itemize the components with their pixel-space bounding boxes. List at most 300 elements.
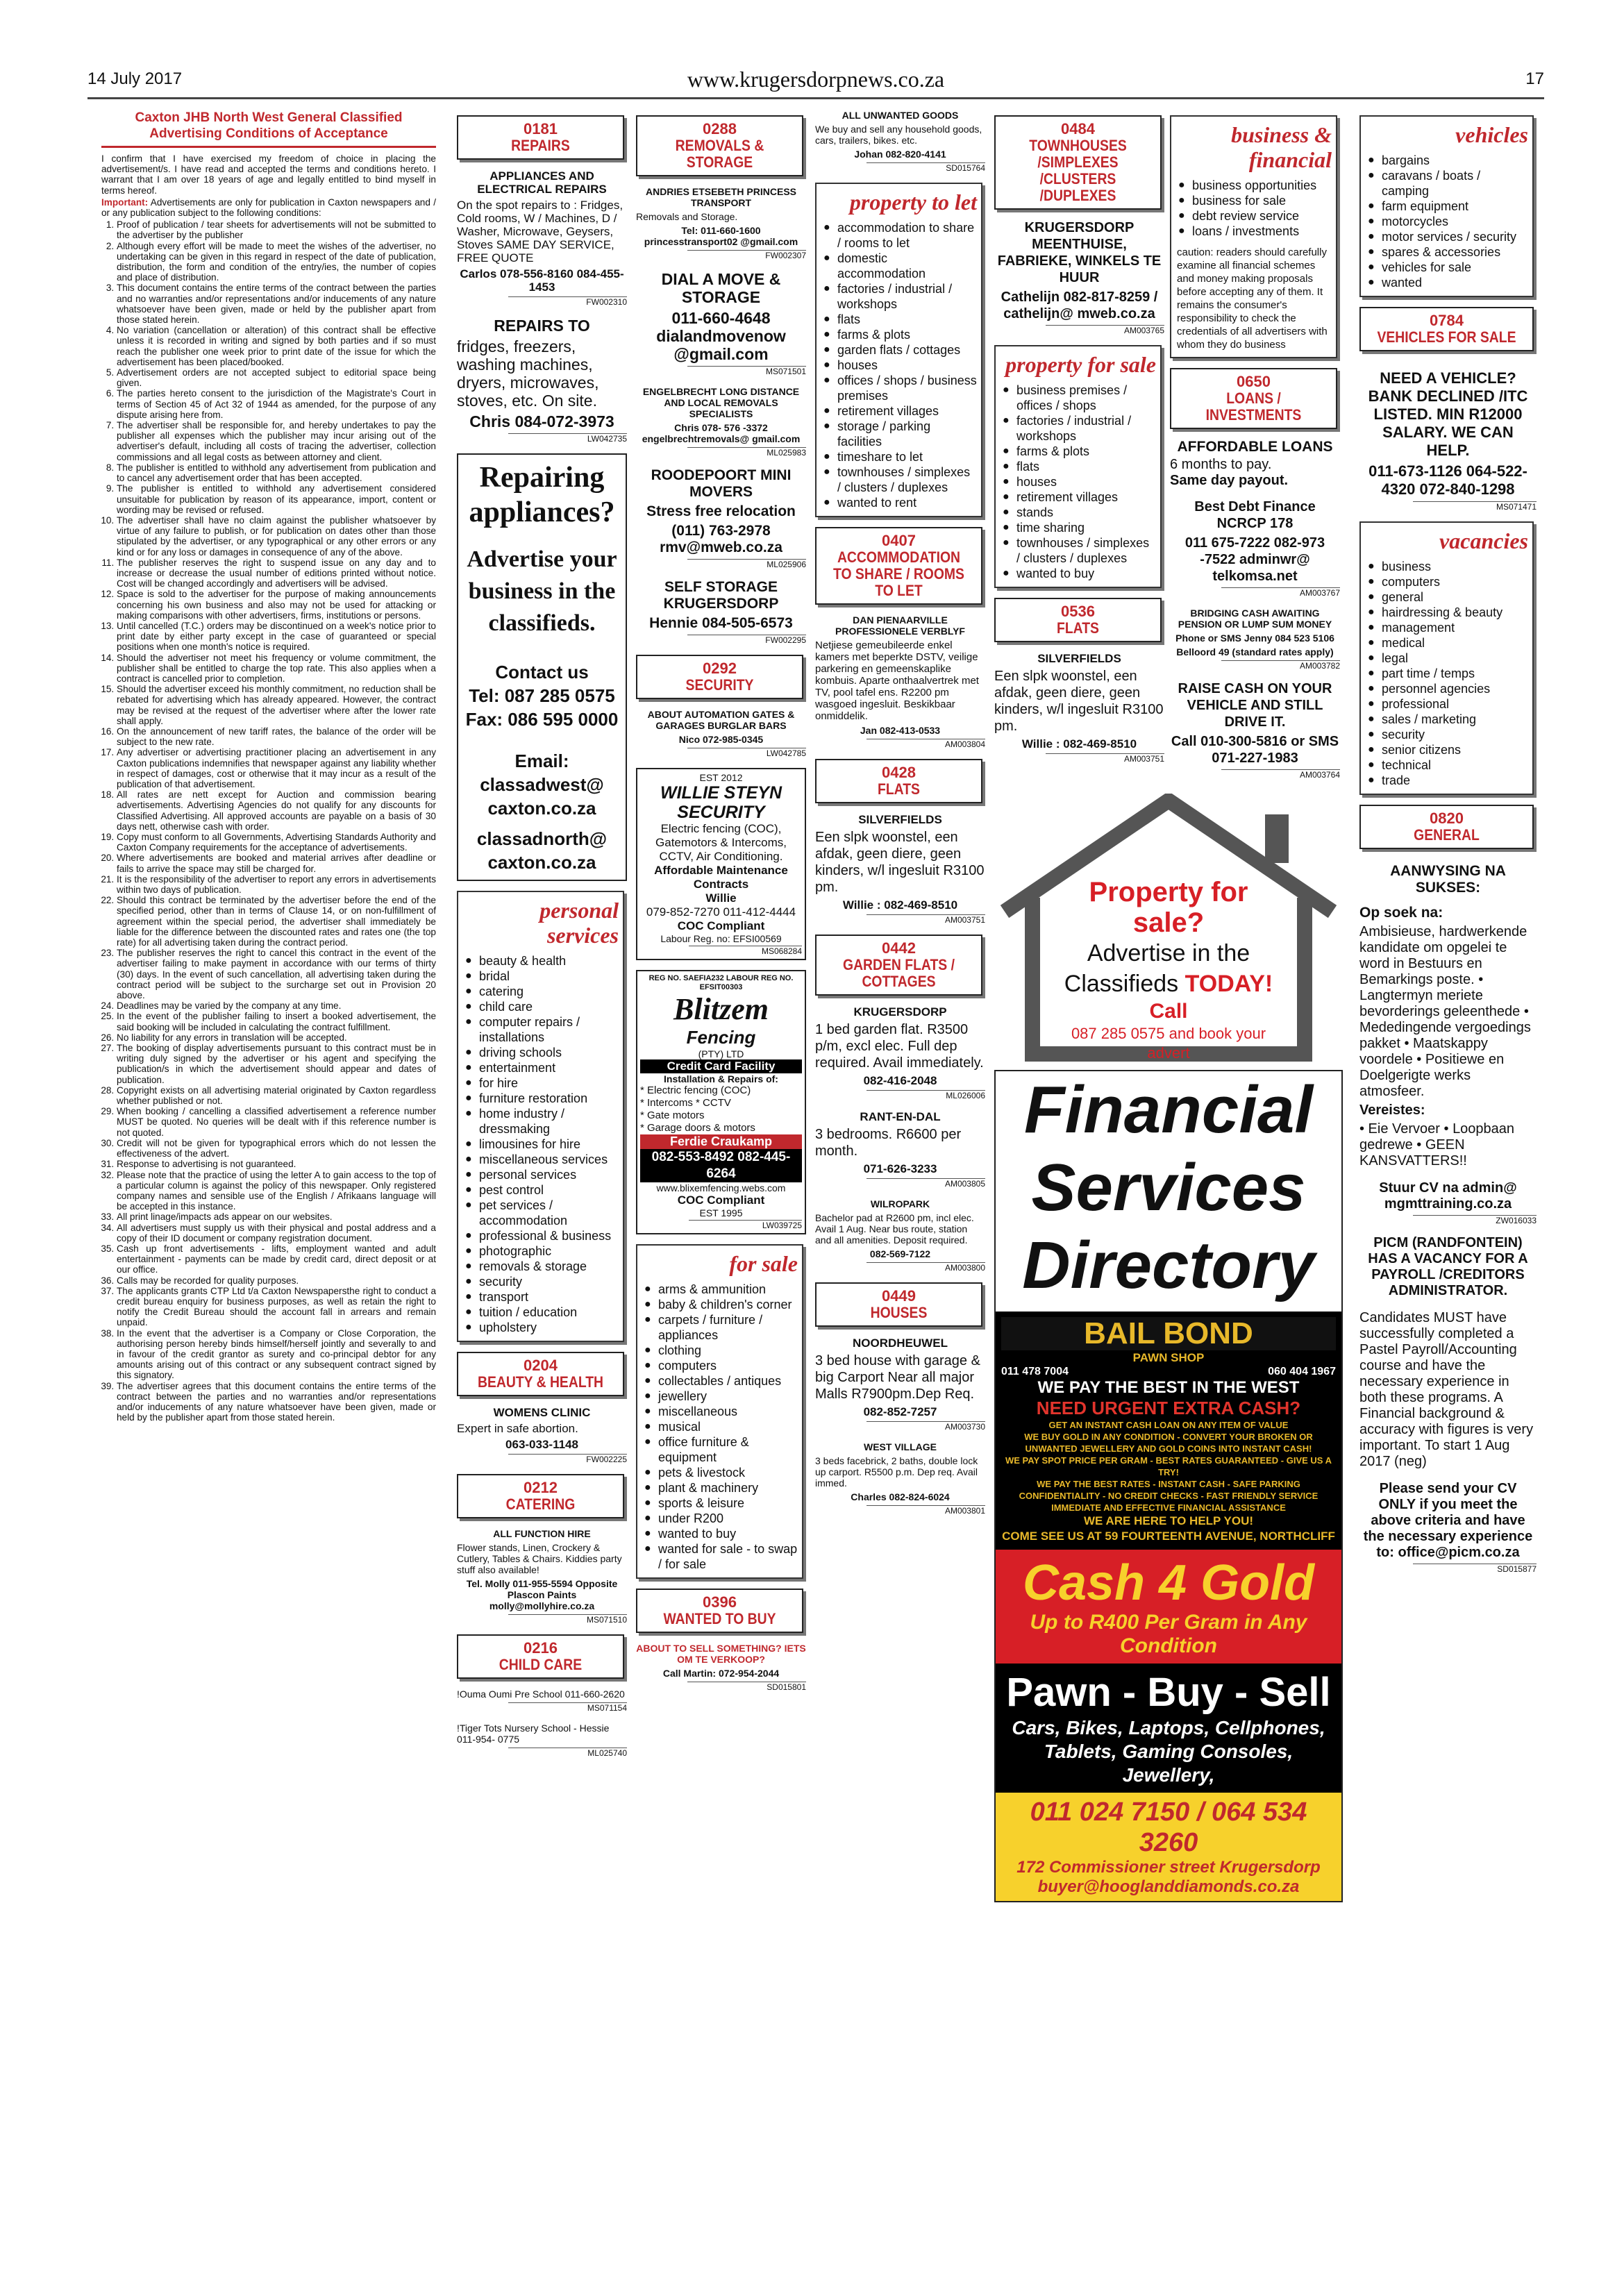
for-sale-list [643, 1282, 798, 1572]
category-title: VEHICLES FOR SALE [1377, 328, 1516, 346]
terms-item: 10. The advertiser shall have no claim against the publisher whatsoever by virtue of any failure to publish, or for publication on dates other than those stipulated by the advertiser, or any typographical or any other errors or any kind or for any loss or damages in consequence of any of the above. [117, 515, 436, 558]
bail-sub: PAWN SHOP [1132, 1351, 1205, 1364]
ad-heading: KRUGERSDORP [853, 1005, 947, 1019]
list-item: ● part time / temps [1366, 666, 1528, 681]
terms-item: 8. The publisher is entitled to withhold any advertisement from publication and to cancel any advertisement order that has been accepted. [117, 462, 436, 483]
list-item: ● time sharing [1001, 520, 1156, 535]
property-for-sale-box [994, 345, 1162, 588]
list-item: ● caravans / boats / camping [1366, 168, 1528, 199]
terms-title: Caxton JHB North West General Classified Advertising Conditions of Acceptance [101, 110, 436, 148]
for-sale-box [636, 1244, 803, 1579]
list-item: ● senior citizens [1366, 742, 1528, 757]
promo-fax: Fax: 086 595 0000 [465, 709, 619, 730]
terms-item: 6. The parties hereto consent to the jurisdiction of the Magistrate's Court in terms of Section 45 of Act 32 of 1944 as amended, for the purpose of any dispute arising here from. [117, 388, 436, 420]
category-security [636, 655, 803, 699]
ad-contact: Call 010-300-5816 or SMS 071-227-1983 [1171, 734, 1339, 766]
ad-heading: ALL FUNCTION HIRE [493, 1528, 591, 1539]
category-houses [815, 1282, 982, 1327]
ad-heading: ALL UNWANTED GOODS [842, 110, 959, 121]
ad-contact: Cathelijn 082-817-8259 / cathelijn@ mweb.co.za [1001, 290, 1158, 321]
fin-line: Services [1031, 1150, 1306, 1225]
list-item: ● arms & ammunition [643, 1282, 798, 1297]
ad-code: AM003730 [867, 1421, 986, 1432]
est-label: EST 1995 [699, 1207, 743, 1218]
terms-item: 36. Calls may be recorded for quality purposes. [117, 1275, 436, 1286]
terms-item: 27. The booking of display advertisements pursuant to this contract must be in writing duly signed by the advertiser or his agent and specifying the publication/s in which the advertisement should appear and dates of publication. [117, 1043, 436, 1085]
ad-code: MS071501 [687, 366, 807, 376]
install-label: Installation & Repairs of: [664, 1073, 778, 1084]
terms-item: 23. The publisher reserves the right to cancel this contract in the event of the advertiser failing to make payment in accordance with our terms of thirty (30) days. In the event of such cancellation, all advertising taken during the contract period will be subject to the surcharge set out in Provision 20 above. [117, 948, 436, 1000]
category-number: 0784 [1430, 312, 1464, 329]
promo-today: TODAY! [1184, 971, 1273, 997]
ad-body: !Ouma Oumi Pre School 011-660-2620 [457, 1689, 625, 1700]
list-item: ● garden flats / cottages [822, 342, 977, 358]
bail-line: WE BUY GOLD IN ANY CONDITION - CONVERT YOUR BROKEN OR UNWANTED JEWELLERY AND GOLD COINS INTO INSTANT CASH! [1024, 1432, 1313, 1454]
terms-item: 32. Please note that the practice of using the letter A to gain access to the top of a particular column is against the policy of this newspaper. Only registered company names and sensible use of the English / Afrikaans language will be accepted in this instance. [117, 1170, 436, 1212]
terms-item: 26. No liability for any errors in translation will be accepted. [117, 1032, 436, 1043]
ad-body: Ambisieuse, hardwerkende kandidate om opgelei te word in Bestuurs en Bemarkings poste. • Langtermyn meriete bevorderings geleenthede • Mededingende vergoedings pakket • Maatskappy voordele • Positiewe en Doelgerigte werks atmosfeer. [1359, 924, 1531, 1099]
list-item: ● baby & children's corner [643, 1297, 798, 1312]
list-item: ● retirement villages [822, 403, 977, 419]
list-item: ● computer repairs / installations [464, 1014, 619, 1045]
category-number: 0484 [1061, 120, 1095, 137]
list-item: ● for hire [464, 1075, 619, 1091]
website[interactable]: www.blixemfencing.webs.com [656, 1182, 786, 1193]
list-item: ● debt review service [1177, 208, 1332, 224]
ad-contact: Chris 078- 576 -3372 engelbrechtremovals@ gmail.com [642, 422, 801, 444]
phone-numbers: 079-852-7270 011-412-4444 [646, 905, 796, 919]
ad-code: ML026006 [867, 1090, 986, 1100]
ad-contact: 082-569-7122 [869, 1248, 931, 1259]
bail-phone-2: 060 404 1967 [1268, 1366, 1336, 1377]
list-item: ● business for sale [1177, 193, 1332, 208]
ad-heading: ABOUT AUTOMATION GATES & GARAGES BURGLAR BARS [647, 709, 795, 731]
terms-item: 19. Copy must conform to all Governments, Advertising Standards Authority and Caxton Company requirements for the acceptance of advertisements. [117, 832, 436, 853]
list-item: ● pets & livestock [643, 1465, 798, 1480]
list-title: vacancies [1439, 528, 1528, 553]
ad-contact: Tel. Molly 011-955-5594 Opposite Plascon Paints molly@mollyhire.co.za [466, 1578, 618, 1611]
list-item: ● factories / industrial / workshops [822, 281, 977, 312]
terms-item: 20. Where advertisements are booked and material arrives after deadline or fails to arrive the space may still be charged for. [117, 853, 436, 873]
list-item: ● business premises / offices / shops [1001, 383, 1156, 413]
credit-facility: Credit Card Facility [640, 1059, 802, 1073]
ad-heading: WILROPARK [870, 1198, 930, 1209]
list-item: ● wanted to buy [1001, 566, 1156, 581]
list-item: ● offices / shops / business premises [822, 373, 977, 403]
financial-services-directory [996, 1071, 1341, 1305]
terms-item: 28. Copyright exists on all advertising material originated by Caxton regardless whether published or not. [117, 1085, 436, 1106]
category-repairs [457, 115, 624, 160]
ad-code: FW002310 [508, 296, 628, 307]
list-item: ● office furniture & equipment [643, 1434, 798, 1465]
personal-services-box [457, 891, 624, 1342]
category-number: 0449 [882, 1287, 916, 1305]
ad-body: Een slpk woonstel, een afdak, geen diere, geen kinders, w/l ingesluit R3100 pm. [994, 669, 1164, 734]
terms-item: 5. Advertisement orders are not accepted subject to editorial space being given. [117, 367, 436, 388]
list-title: personal services [539, 898, 619, 948]
business-financial-list [1177, 178, 1332, 239]
list-item: ● townhouses / simplexes / clusters / duplexes [1001, 535, 1156, 566]
ad-contact: Hennie 084-505-6573 [649, 615, 793, 631]
category-accommodation [815, 527, 982, 605]
list-item: ● clothing [643, 1343, 798, 1358]
blitz-items [640, 1084, 802, 1134]
list-item: ● flats [1001, 459, 1156, 474]
blitz-item: * Gate motors [640, 1109, 705, 1121]
list-item: ● factories / industrial / workshops [1001, 413, 1156, 444]
bail-brand: BAIL BOND [1001, 1317, 1336, 1350]
column-removals [636, 110, 806, 1702]
list-item: ● upholstery [464, 1320, 619, 1335]
category-number: 0820 [1430, 810, 1464, 827]
ad-heading: ROODEPOORT MINI MOVERS [651, 467, 792, 500]
list-item: ● entertainment [464, 1060, 619, 1075]
ad-code: SD015877 [1413, 1564, 1537, 1574]
list-item: ● pet services / accommodation [464, 1198, 619, 1228]
ad-code: AM003800 [867, 1262, 986, 1273]
terms-important [101, 197, 436, 218]
list-item: ● home industry / dressmaking [464, 1106, 619, 1137]
promo-email-west[interactable]: classadwest@ caxton.co.za [480, 774, 604, 819]
promo-email-north[interactable]: classadnorth@ caxton.co.za [476, 828, 608, 873]
list-item: ● business [1366, 559, 1528, 574]
terms-item: 2. Although every effort will be made to meet the wishes of the advertiser, no undertaking can be given in this regard in respect of the date of publication, distribution, the form and condition of the entry/ies, the number of copies and place of distribution. [117, 241, 436, 283]
promo-email-label: Email: [514, 751, 569, 771]
list-item: ● wanted for sale - to swap / for sale [643, 1541, 798, 1572]
bail-bond-ad [996, 1312, 1341, 1550]
terms-item: 4. No variation (cancellation or alteration) of this contract shall be effective unless it is recorded in writing and signed by both parties and if so must reach the publisher one week prior to print date of the issue for which the advertisement has been placed/booked. [117, 325, 436, 367]
ad-contact: 082-852-7257 [863, 1405, 937, 1418]
ad-body: fridges, freezers, washing machines, dryers, microwaves, stoves, etc. On site. [457, 337, 599, 410]
caution-note: caution: readers should carefully examine all financial schemes and money making proposals before accepting any of them. It remains the consumer's responsibility to check the credentials of all advertisers with whom they do business [1177, 246, 1328, 351]
category-title: BEAUTY & HEALTH [477, 1373, 604, 1391]
list-item: ● computers [643, 1358, 798, 1373]
ad-body: Een slpk woonstel, een afdak, geen diere, geen kinders, w/l ingesluit R3100 pm. [815, 830, 985, 895]
ad-heading: RAISE CASH ON YOUR VEHICLE AND STILL DRIVE IT. [1178, 681, 1332, 730]
cash-4-gold-ad [996, 1550, 1341, 1664]
list-item: ● houses [822, 358, 977, 373]
list-item: ● under R200 [643, 1511, 798, 1526]
list-item: ● domestic accommodation [822, 251, 977, 281]
issue-date: 14 July 2017 [87, 69, 183, 88]
list-item: ● professional & business [464, 1228, 619, 1243]
promo-repairing [457, 453, 627, 881]
ad-contact: Jan 082-413-0533 [860, 725, 941, 736]
ad-body: Expert in safe abortion. [457, 1422, 578, 1435]
list-item: ● pest control [464, 1182, 619, 1198]
list-item: ● business opportunities [1177, 178, 1332, 193]
category-number: 0204 [524, 1357, 558, 1374]
ad-contact: 063-033-1148 [505, 1438, 578, 1451]
list-item: ● accommodation to share / rooms to let [822, 220, 977, 251]
gold-email[interactable]: buyer@hooglanddiamonds.co.za [1037, 1877, 1300, 1896]
bail-line: GET AN INSTANT CASH LOAN ON ANY ITEM OF VALUE [1048, 1420, 1289, 1430]
list-item: ● flats [822, 312, 977, 327]
list-item: ● general [1366, 589, 1528, 605]
list-item: ● removals & storage [464, 1259, 619, 1274]
important-label: Important: [101, 196, 149, 208]
column-vehicles-vacancies [1359, 110, 1537, 1584]
list-item: ● beauty & health [464, 953, 619, 969]
personal-services-list [464, 953, 619, 1335]
category-flats [994, 598, 1162, 642]
category-beauty [457, 1352, 624, 1396]
list-item: ● driving schools [464, 1045, 619, 1060]
category-title: CHILD CARE [499, 1656, 583, 1673]
ad-body: 1 bed garden flat. R3500 p/m, excl elec. Full dep required. Avail immediately. [815, 1022, 984, 1071]
category-title: WANTED TO BUY [663, 1610, 776, 1627]
terms-item: 12. Space is sold to the advertiser for the purpose of making announcements concerning his own business and also may not be used for attacking or making comparisons with other advertisers, firms, institutions or persons. [117, 589, 436, 621]
list-item: ● collectables / antiques [643, 1373, 798, 1389]
ad-heading: KRUGERSDORP MEENTHUISE, FABRIEKE, WINKELS TE HUUR [997, 220, 1162, 285]
pty-label: (PTY) LTD [698, 1048, 744, 1059]
list-item: ● furniture restoration [464, 1091, 619, 1106]
terms-item: 25. In the event of the publisher failing to insert a booked advertisement, the said booking will be included in calculating the contract fulfillment. [117, 1011, 436, 1032]
terms-item: 24. Deadlines may be varied by the company at any time. [117, 1000, 436, 1011]
list-item: ● sports & leisure [643, 1495, 798, 1511]
promo-line-classifieds [1050, 969, 1287, 999]
coc-compliant: COC Compliant [677, 919, 765, 932]
ad-heading: NEED A VEHICLE? BANK DECLINED /ITC LISTED. MIN R12000 SALARY. WE CAN HELP. [1368, 369, 1528, 459]
category-removals [636, 115, 803, 176]
ad-code: AM003804 [867, 739, 986, 749]
ad-contact: Johan 082-820-4141 [854, 149, 946, 160]
ad-body: Candidates MUST have successfully completed a Pastel Payroll/Accounting course and have the necessary experience in both these programs. A Financial background & accuracy with figures is very important. To start 1 Aug 2017 (neg) [1359, 1310, 1534, 1469]
ad-contact: Tel: 011-660-1600 princesstransport02 @gmail.com [644, 225, 798, 247]
property-house-promo [994, 794, 1343, 1064]
cash-headline: Cash 4 Gold [1022, 1555, 1315, 1611]
terms-item: 35. Cash up front advertisements - lifts, employment wanted and adult entertainment - payments can be made by credit card, direct deposit or at our office. [117, 1243, 436, 1275]
promo-headline: Repairing appliances? [469, 462, 615, 528]
ad-heading: ABOUT TO SELL SOMETHING? IETS OM TE VERKOOP? [636, 1643, 806, 1665]
ad-contact: Charles 082-824-6024 [851, 1491, 950, 1502]
property-for-sale-list [1001, 383, 1156, 581]
category-child-care [457, 1634, 624, 1679]
ad-contact: (011) 763-2978 rmv@mweb.co.za [660, 523, 782, 555]
page-header [87, 67, 1544, 99]
ad-body: Flower stands, Linen, Crockery & Cutlery, Tables & Chairs. Kiddies party stuff also available! [457, 1542, 622, 1575]
promo-headline: Property for sale? [1089, 877, 1248, 938]
list-item: ● musical [643, 1419, 798, 1434]
ad-body: On the spot repairs to : Fridges, Cold rooms, W / Machines, D / Washer, Microwave, Geysers, Stoves SAME DAY SERVICE, FREE QUOTE [457, 199, 623, 265]
ad-code: FW002295 [687, 635, 807, 645]
list-item: ● photographic [464, 1243, 619, 1259]
category-number: 0442 [882, 939, 916, 957]
category-loans [1170, 368, 1337, 429]
ad-code: LW042785 [687, 748, 807, 758]
services: Electric fencing (COC), Gatemotors & Intercoms, CCTV, Air Conditioning. [655, 822, 787, 863]
ad-code: AM003767 [1221, 587, 1341, 598]
ad-contact: Willie : 082-469-8510 [1021, 737, 1137, 751]
list-item: ● security [1366, 727, 1528, 742]
category-title: REPAIRS [511, 137, 570, 154]
ad-heading: WEST VILLAGE [864, 1441, 937, 1452]
terms-item: 34. All advertisers must supply us with their physical and postal address and a copy of their ID document or company registration document. [117, 1223, 436, 1243]
ad-body: Removals and Storage. [636, 211, 738, 222]
category-number: 0396 [703, 1593, 737, 1611]
ad-heading: DIAL A MOVE & STORAGE [661, 270, 781, 306]
property-to-let-box [815, 183, 982, 517]
terms-item: 18. All rates are nett except for Auction and commission bearing advertisements. Advertising Agencies do not qualify for any discounts for Classified Advertising. All approved accounts are payable on a basis of 30 days nett, otherwise cash with order. [117, 789, 436, 832]
vacancies-box [1359, 521, 1534, 795]
list-item: ● farms & plots [822, 327, 977, 342]
list-item: ● loans / investments [1177, 224, 1332, 239]
list-item: ● farm equipment [1366, 199, 1528, 214]
list-item: ● security [464, 1274, 619, 1289]
list-item: ● sales / marketing [1366, 712, 1528, 727]
ad-heading: REPAIRS TO [494, 317, 590, 335]
terms-intro: I confirm that I have exercised my freedom of choice in placing the advertisement/s. I have read and accepted the terms and conditions hereto. I warrant that I am over 18 years of age and legally entitled to bind myself in terms hereof. [101, 153, 436, 196]
ad-body: 3 beds facebrick, 2 baths, double lock up carport. R5500 p.m. Dep req. Avail immed. [815, 1455, 978, 1489]
list-item: ● trade [1366, 773, 1528, 788]
page-number: 17 [1525, 69, 1544, 88]
ad-code: ML025983 [687, 447, 807, 458]
ad-body-2: Belloord 49 (standard rates apply) [1176, 646, 1334, 657]
list-item: ● motorcycles [1366, 214, 1528, 229]
terms-item: 15. Should the advertiser exceed his monthly commitment, no reduction shall be rebated for advertising which has already appeared. However, the contract may be revised at the request of the advertiser where after the lower rate shall apply. [117, 684, 436, 726]
ad-code: SD015801 [687, 1682, 807, 1692]
category-title: FLATS [878, 780, 920, 798]
vehicles-box [1359, 115, 1534, 297]
list-item: ● motor services / security [1366, 229, 1528, 244]
terms-item: 38. In the event that the advertiser is a Company or Close Corporation, the authorising person hereby binds himself/herself jointly and severally to and in favour of the credit grantor as surety and co-principal debtor for any amounts arising out of this contract or any subsequent contract signed by this signatory. [117, 1328, 436, 1381]
terms-item: 33. All print linage/impacts ads appear on our websites. [117, 1212, 436, 1222]
category-title: SECURITY [685, 676, 754, 694]
category-number: 0407 [882, 532, 916, 549]
list-title: property for sale [1005, 352, 1156, 377]
promo-sub: Advertise your business in the classifieds. [467, 546, 617, 636]
bail-line: CONFIDENTIALITY - NO CREDIT CHECKS - FAST FRIENDLY SERVICE [1019, 1491, 1319, 1501]
labour-reg: Labour Reg. no: EFSI00569 [660, 933, 782, 944]
fin-line: Directory [1022, 1228, 1315, 1302]
fin-line: Financial [1023, 1073, 1314, 1147]
gold-phones: 011 024 7150 / 064 534 3260 [1030, 1798, 1307, 1857]
promo-contact-label: Contact us [495, 662, 589, 682]
gold-address: 172 Commissioner street Krugersdorp [1016, 1858, 1321, 1877]
category-garden-flats [815, 935, 982, 996]
terms-item: 29. When booking / cancelling a classified advertisement a reference number MUST be quoted. No queries will be dealt with if this reference number is not quoted. [117, 1106, 436, 1138]
list-title: business & financial [1231, 122, 1332, 172]
ad-subheading: Op soek na: [1359, 905, 1443, 921]
ad-body: We buy and sell any household goods, cars, trailers, bikes. etc. [815, 124, 982, 146]
list-item: ● bargains [1366, 153, 1528, 168]
ad-code: ML025906 [687, 559, 807, 569]
ad-contact: 011 675-7222 082-973 -7522 adminwr@ telkomsa.net [1184, 535, 1325, 584]
terms-item: 7. The advertiser shall be responsible for, and hereby undertakes to pay the publisher all expenses which the publisher may incur arising out of the advertiser's default, including all costs of tracing the advertiser, collection commissions and all legal costs as between attorney and client. [117, 420, 436, 462]
ad-body-2: • Eie Vervoer • Loopbaan gedrewe • GEEN KANSVATTERS!! [1359, 1121, 1515, 1168]
ad-code: AM003751 [867, 914, 986, 925]
list-item: ● computers [1366, 574, 1528, 589]
terms-item: 37. The applicants grants CTP Ltd t/a Caxton Newspapersthe right to conduct a credit bureau enquiry for business purposes, as well as retain the right to notify the Credit Bureau should the account fall in arrears and remain unpaid. [117, 1286, 436, 1328]
list-item: ● spares & accessories [1366, 244, 1528, 260]
blitz-item: * Intercoms * CCTV [640, 1097, 731, 1109]
site-url[interactable]: www.krugersdorpnews.co.za [687, 67, 945, 92]
ad-contact: Stuur CV na admin@ mgmttraining.co.za [1379, 1180, 1517, 1212]
list-item: ● timeshare to let [822, 449, 977, 464]
bail-best: WE PAY THE BEST IN THE WEST [1037, 1378, 1300, 1397]
ad-body: 3 bedrooms. R6600 per month. [815, 1127, 962, 1159]
bail-line: WE PAY SPOT PRICE PER GRAM - BEST RATES GUARANTEED - GIVE US A TRY! [1005, 1455, 1332, 1477]
category-number: 0650 [1237, 373, 1271, 390]
ad-code: ZW016033 [1413, 1215, 1537, 1225]
ad-subheading: Vereistes: [1359, 1103, 1425, 1118]
terms-item: 39. The advertiser agrees that this document contains the entire terms of the contract between the parties and no warranties and/or representations and/or inducements of any nature whatsoever have been given, made or held by the publisher apart from those stated herein. [117, 1381, 436, 1423]
ad-contact: 011-673-1126 064-522-4320 072-840-1298 [1368, 462, 1527, 498]
ad-contact: Call Martin: 072-954-2044 [662, 1668, 780, 1679]
list-item: ● limousines for hire [464, 1137, 619, 1152]
list-item: ● medical [1366, 635, 1528, 651]
category-number: 0428 [882, 764, 916, 781]
category-general [1359, 805, 1534, 849]
ad-heading: NOORDHEUWEL [853, 1336, 948, 1350]
vehicles-list [1366, 153, 1528, 290]
coc-compliant: COC Compliant [677, 1193, 765, 1207]
brand-sub: Fencing [686, 1027, 756, 1048]
contact-name: Ferdie Craukamp [640, 1134, 802, 1149]
ad-contact: 071-626-3233 [863, 1162, 937, 1175]
list-item: ● professional [1366, 696, 1528, 712]
ad-code: FW002307 [687, 250, 807, 260]
category-townhouses [994, 115, 1162, 210]
ad-heading: DAN PIENAARVILLE PROFESSIONELE VERBLYF [835, 614, 965, 637]
ad-heading: AFFORDABLE LOANS [1177, 439, 1333, 455]
ad-heading: PICM (RANDFONTEIN) HAS A VACANCY FOR A PAYROLL /CREDITORS ADMINISTRATOR. [1368, 1235, 1528, 1298]
pawn-ad [996, 1664, 1341, 1793]
terms-item: 1. Proof of publication / tear sheets for advertisements will not be submitted to the advertiser by the publisher [117, 219, 436, 240]
category-number: 0181 [524, 120, 558, 137]
category-title: HOUSES [870, 1304, 928, 1321]
list-item: ● hairdressing & beauty [1366, 605, 1528, 620]
category-title: CATERING [505, 1495, 576, 1513]
bail-phone-1: 011 478 7004 [1001, 1366, 1069, 1377]
promo-classifieds: Classifieds [1064, 971, 1179, 997]
ad-code: AM003801 [867, 1505, 986, 1516]
ad-body: 6 months to pay. [1170, 457, 1272, 472]
ad-body-2: Same day payout. [1170, 473, 1289, 488]
list-item: ● houses [1001, 474, 1156, 489]
list-item: ● farms & plots [1001, 444, 1156, 459]
ad-heading: SILVERFIELDS [858, 813, 942, 826]
list-item: ● townhouses / simplexes / clusters / duplexes [822, 464, 977, 495]
category-flats [815, 759, 982, 803]
ad-code: ML025740 [508, 1748, 628, 1758]
list-item: ● carpets / furniture / appliances [643, 1312, 798, 1343]
ad-heading: ENGELBRECHT LONG DISTANCE AND LOCAL REMOVALS SPECIALISTS [642, 386, 800, 419]
ad-code: MS071510 [508, 1614, 628, 1625]
ad-contact: Carlos 078-556-8160 084-455-1453 [460, 267, 624, 294]
list-item: ● transport [464, 1289, 619, 1305]
list-item: ● jewellery [643, 1389, 798, 1404]
terms-item: 30. Credit will not be given for typographical errors which do not lessen the effectiveness of the advert. [117, 1138, 436, 1159]
list-item: ● plant & machinery [643, 1480, 798, 1495]
promo-line: Advertise in the [1087, 940, 1250, 966]
list-item: ● wanted [1366, 275, 1528, 290]
ad-contact: Chris 084-072-3973 [469, 412, 614, 430]
category-vehicles-for-sale [1359, 307, 1534, 351]
list-item: ● stands [1001, 505, 1156, 520]
list-item: ● storage / parking facilities [822, 419, 977, 449]
category-title: FLATS [1057, 619, 1099, 637]
bail-line: IMMEDIATE AND EFFECTIVE FINANCIAL ASSISTANCE [1051, 1502, 1286, 1513]
blitz-item: * Garage doors & motors [640, 1122, 755, 1134]
list-item: ● wanted to buy [643, 1526, 798, 1541]
ad-contact: Willie : 082-469-8510 [842, 898, 958, 912]
list-item: ● legal [1366, 651, 1528, 666]
ad-heading: Best Debt Finance NCRCP 178 [1194, 499, 1316, 531]
ad-heading: ANDRIES ETSEBETH PRINCESS TRANSPORT [645, 186, 797, 208]
list-item: ● tuition / education [464, 1305, 619, 1320]
ad-heading: WOMENS CLINIC [493, 1406, 591, 1419]
